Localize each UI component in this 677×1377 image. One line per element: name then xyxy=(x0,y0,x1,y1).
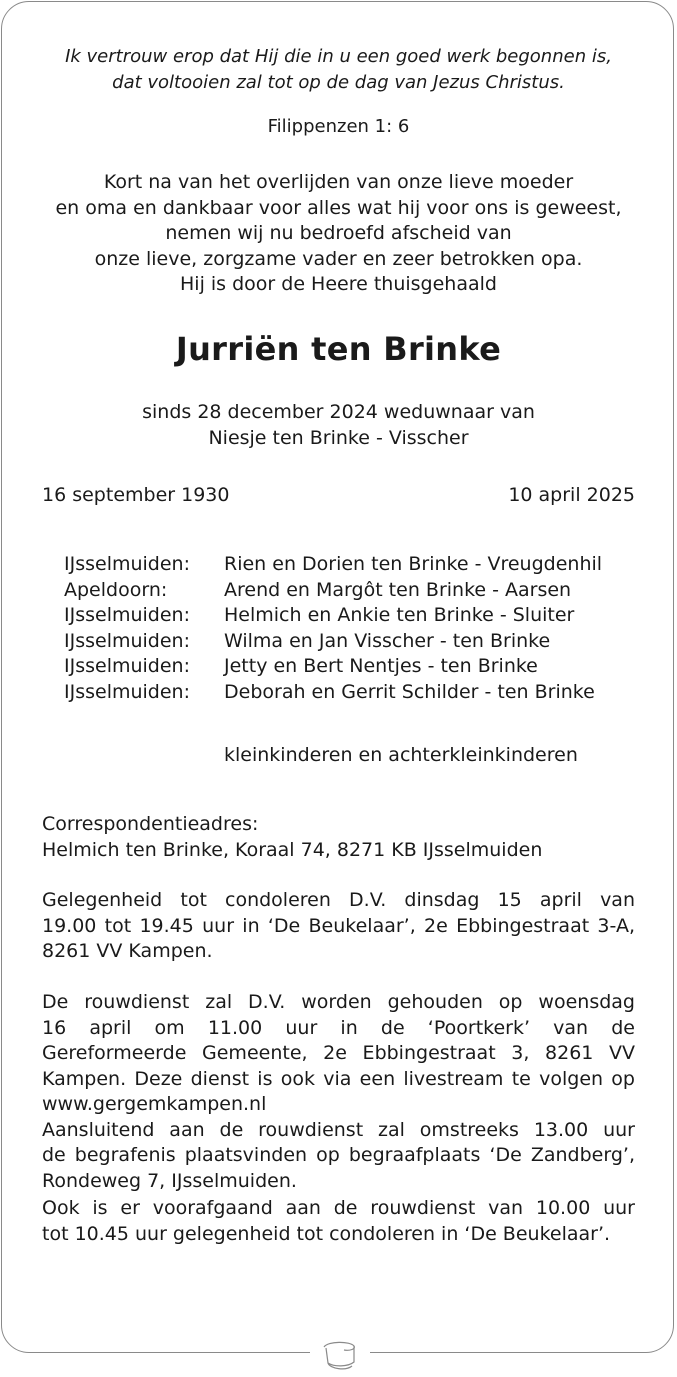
paragraph-line: 19.00 tot 19.45 uur in ‘De Beukelaar’, 2e Ebbingestraat 3-A, xyxy=(42,914,635,937)
intro-line: nemen wij nu bedroefd afscheid van xyxy=(165,222,512,244)
paragraph-line: 8261 VV Kampen. xyxy=(42,940,213,962)
family-place: Apeldoorn: xyxy=(64,578,168,601)
intro-line: en oma en dankbaar voor alles wat hij voor ons is geweest, xyxy=(55,196,622,219)
paragraph-line: de begrafenis plaatsvinden op begraafplaats ‘De Zandberg’, xyxy=(42,1144,635,1166)
family-names: Deborah en Gerrit Schilder - ten Brinke xyxy=(224,680,595,703)
family-place: IJsselmuiden: xyxy=(64,629,190,652)
family-place: IJsselmuiden: xyxy=(64,655,190,677)
family-row xyxy=(64,680,602,706)
paragraph-line: Gelegenheid tot condoleren D.V. dinsdag 15 april van xyxy=(42,889,635,911)
verse-reference: Filippenzen 1: 6 xyxy=(267,116,410,137)
paragraph-line: Aansluitend aan de rouwdienst zal omstreeks 13.00 uur xyxy=(42,1118,635,1141)
service-paragraph xyxy=(42,990,635,1194)
family-place: IJsselmuiden: xyxy=(64,680,190,703)
paragraph-line: Kampen. Deze dienst is ook via een livestream te volgen op xyxy=(42,1067,635,1090)
paragraph-line: tot 10.45 uur gelegenheid tot condoleren in ‘De Beukelaar’. xyxy=(42,1222,611,1245)
correspondence-address xyxy=(42,812,542,863)
family-row xyxy=(64,629,602,655)
family-row xyxy=(64,552,602,578)
widower-note xyxy=(42,400,635,451)
death-date: 10 april 2025 xyxy=(508,484,635,506)
family-names: Arend en Margôt ten Brinke - Aarsen xyxy=(224,578,572,601)
extra-condolence-paragraph xyxy=(42,1196,635,1247)
intro-line: Hij is door de Heere thuisgehaald xyxy=(180,273,497,295)
family-list xyxy=(64,552,602,705)
paragraph-line: Rondeweg 7, IJsselmuiden. xyxy=(42,1169,297,1192)
intro-line: onze lieve, zorgzame vader en zeer betrokken opa. xyxy=(94,247,583,270)
widower-line: Niesje ten Brinke - Visscher xyxy=(208,426,469,449)
correspondence-value: Helmich ten Brinke, Koraal 74, 8271 KB IJsselmuiden xyxy=(42,838,543,861)
family-row xyxy=(64,578,602,604)
paragraph-line: De rouwdienst zal D.V. worden gehouden op woensdag xyxy=(42,991,635,1013)
family-names: Wilma en Jan Visscher - ten Brinke xyxy=(224,629,551,652)
verse-line: Ik vertrouw erop dat Hij die in u een goed werk begonnen is, xyxy=(65,46,612,67)
verse-line: dat voltooien zal tot op de dag van Jezus Christus. xyxy=(112,72,565,93)
family-row xyxy=(64,603,602,629)
paragraph-line: Ook is er voorafgaand aan de rouwdienst van 10.00 uur xyxy=(42,1197,635,1219)
family-names: Helmich en Ankie ten Brinke - Sluiter xyxy=(224,604,575,626)
livestream-link[interactable]: www.gergemkampen.nl xyxy=(42,1093,267,1115)
condolence-paragraph xyxy=(42,888,635,965)
family-row xyxy=(64,654,602,680)
intro-text xyxy=(42,170,635,298)
family-names: Rien en Dorien ten Brinke - Vreugdenhil xyxy=(224,553,603,575)
widower-line: sinds 28 december 2024 weduwnaar van xyxy=(142,401,535,423)
family-place: IJsselmuiden: xyxy=(64,553,190,575)
intro-line: Kort na van het overlijden van onze lieve moeder xyxy=(103,171,574,193)
scroll-ornament-icon xyxy=(310,1333,370,1375)
paragraph-line: 16 april om 11.00 uur in de ‘Poortkerk’ van de xyxy=(42,1016,635,1039)
paragraph-line: Gereformeerde Gemeente, 2e Ebbingestraat 3, 8261 VV xyxy=(42,1042,635,1064)
deceased-name: Jurriën ten Brinke xyxy=(175,330,502,368)
family-names: Jetty en Bert Nentjes - ten Brinke xyxy=(224,655,538,677)
grandchildren-line: kleinkinderen en achterkleinkinderen xyxy=(224,744,578,766)
bible-verse xyxy=(42,44,635,96)
birth-date: 16 september 1930 xyxy=(42,484,230,506)
correspondence-label: Correspondentieadres: xyxy=(42,813,259,835)
family-place: IJsselmuiden: xyxy=(64,604,190,626)
